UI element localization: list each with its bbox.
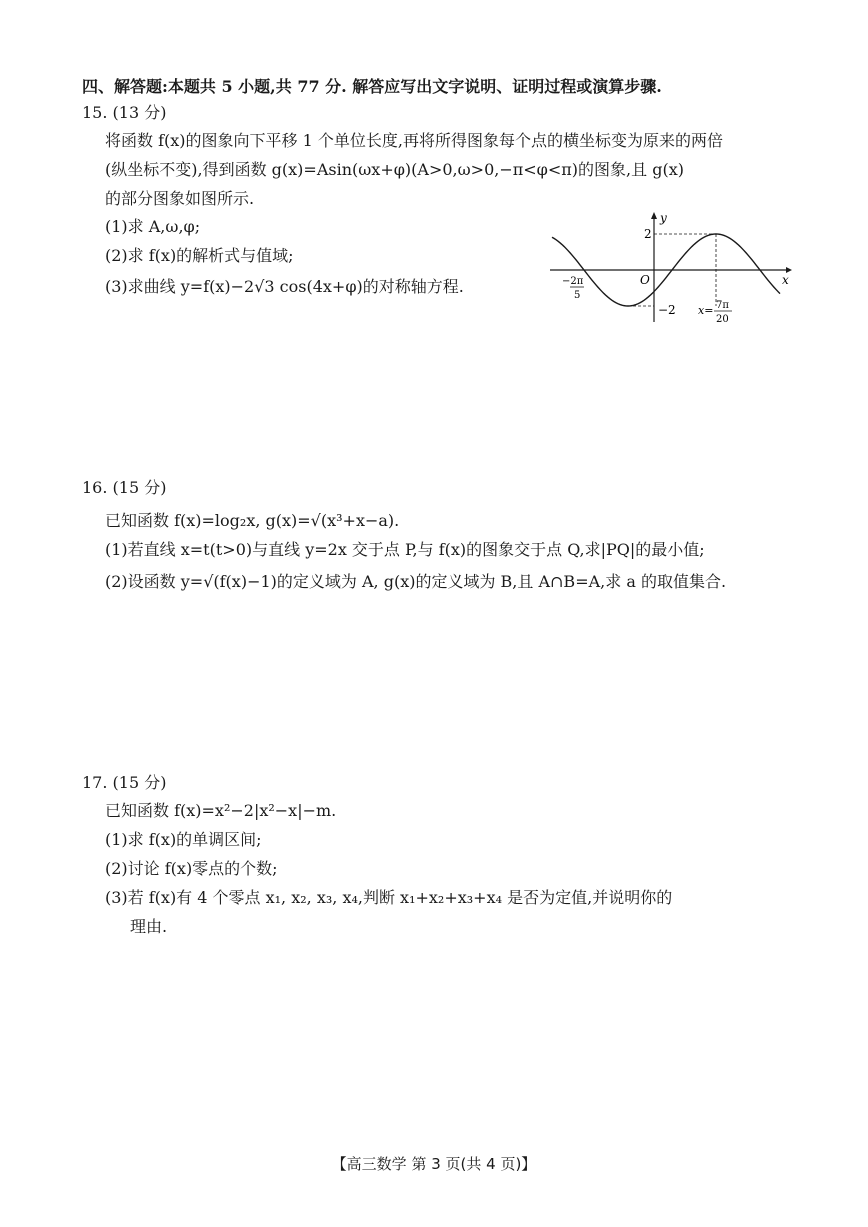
x-right-label-denominator: 20 <box>716 314 729 325</box>
y-max-label: 2 <box>644 227 652 241</box>
section-heading: 四、解答题:本题共 5 小题,共 77 分. 解答应写出文字说明、证明过程或演算步骤. <box>82 77 662 96</box>
question-16-number: 16. (15 分) <box>82 478 167 497</box>
question-16-part-1: (1)若直线 x=t(t>0)与直线 y=2x 交于点 P,与 f(x)的图象交于点 Q,求|PQ|的最小值; <box>105 540 705 559</box>
y-axis-arrow <box>651 212 657 219</box>
origin-label: O <box>640 273 650 287</box>
question-17-part-1: (1)求 f(x)的单调区间; <box>105 830 262 849</box>
question-15-number: 15. (13 分) <box>82 103 167 122</box>
x-right-label-prefix: x= <box>698 304 714 317</box>
x-left-label-numerator: −2π <box>562 276 584 287</box>
question-16-part-2: (2)设函数 y=√(f(x)−1)的定义域为 A, g(x)的定义域为 B,且 A∩B=A,求 a 的取值集合. <box>105 572 727 591</box>
x-left-label-denominator: 5 <box>574 290 581 301</box>
question-15-part-3: (3)求曲线 y=f(x)−2√3 cos(4x+φ)的对称轴方程. <box>105 277 464 296</box>
question-17-stem: 已知函数 f(x)=x²−2|x²−x|−m. <box>105 801 337 820</box>
y-axis-label: y <box>660 211 667 225</box>
question-17-number: 17. (15 分) <box>82 773 167 792</box>
question-15-stem-line-3: 的部分图象如图所示. <box>105 189 255 208</box>
question-17-part-3-continued: 理由. <box>130 917 168 936</box>
question-15-part-2: (2)求 f(x)的解析式与值域; <box>105 246 294 265</box>
page-footer: 【高三数学 第 3 页(共 4 页)】 <box>331 1155 537 1173</box>
question-15-part-1: (1)求 A,ω,φ; <box>105 217 201 236</box>
x-right-label-numerator: 7π <box>716 300 729 311</box>
question-17-part-2: (2)讨论 f(x)零点的个数; <box>105 859 278 878</box>
x-axis-label: x <box>782 273 789 287</box>
question-15-stem-line-1: 将函数 f(x)的图象向下平移 1 个单位长度,再将所得图象每个点的横坐标变为原来的两倍 <box>105 131 723 150</box>
question-15-stem-line-2: (纵坐标不变),得到函数 g(x)=Asin(ωx+φ)(A>0,ω>0,−π<φ<π)的图象,且 g(x) <box>105 160 684 179</box>
question-17-part-3: (3)若 f(x)有 4 个零点 x₁, x₂, x₃, x₄,判断 x₁+x₂+x₃+x₄ 是否为定值,并说明你的 <box>105 888 673 907</box>
question-16-stem: 已知函数 f(x)=log₂x, g(x)=√(x³+x−a). <box>105 511 400 530</box>
y-min-label: −2 <box>658 303 676 317</box>
sine-graph-figure <box>548 210 793 330</box>
